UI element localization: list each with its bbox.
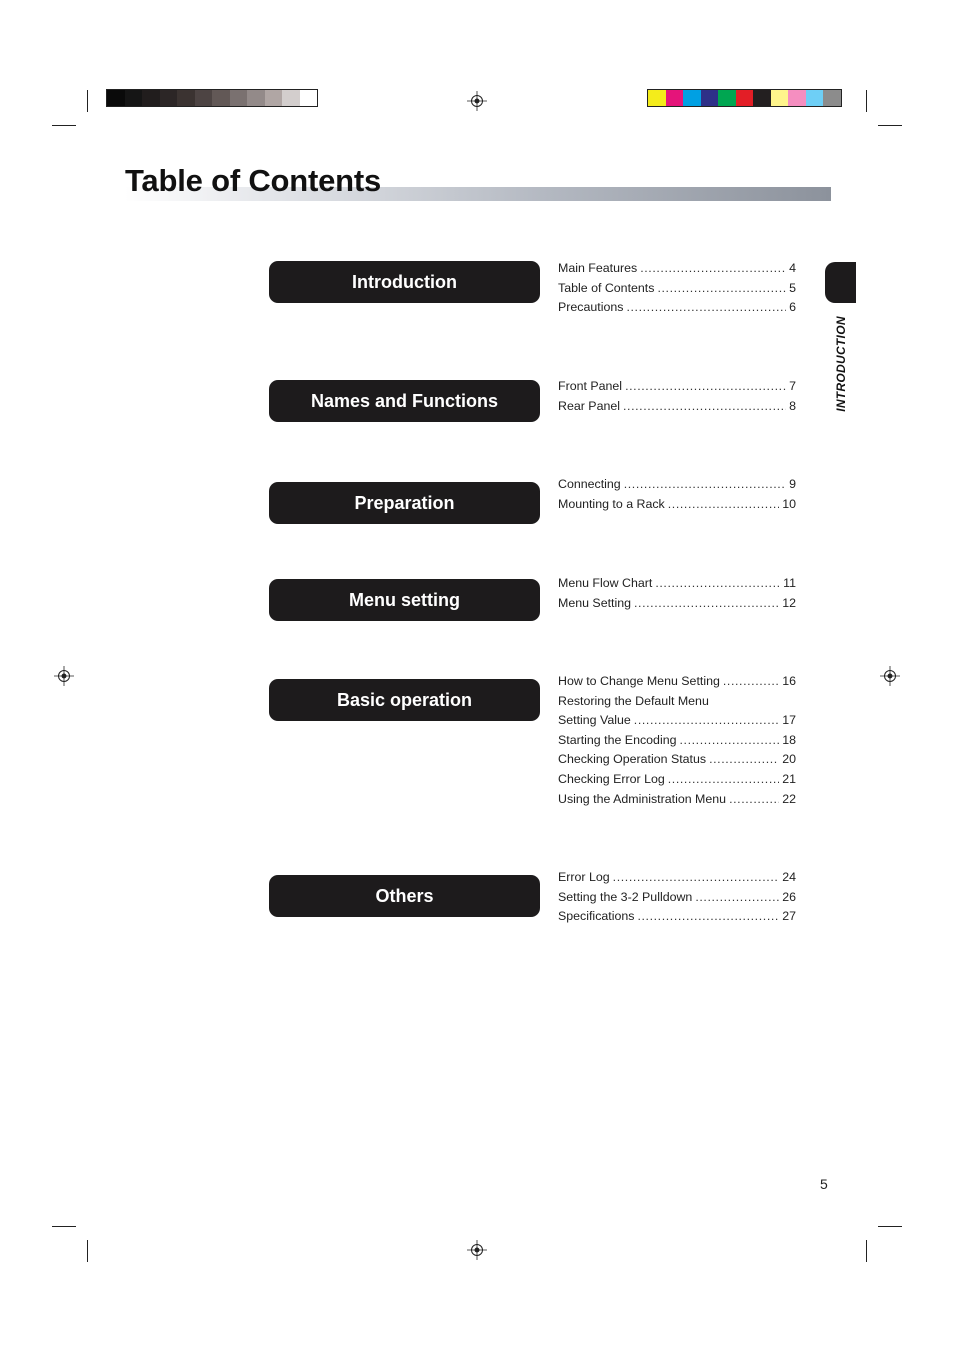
color-swatch (823, 90, 841, 106)
page-ref: 22 (782, 791, 796, 806)
color-swatch (683, 90, 701, 106)
dot-leader (657, 281, 786, 295)
dot-leader (695, 890, 779, 904)
color-swatch (788, 90, 806, 106)
section-heading-basic-operation[interactable]: Basic operation (269, 679, 540, 721)
page-ref: 5 (789, 280, 796, 295)
color-swatch (247, 90, 265, 106)
color-swatch (753, 90, 771, 106)
color-swatch (230, 90, 248, 106)
color-swatch (195, 90, 213, 106)
color-swatch (160, 90, 178, 106)
dot-leader (723, 674, 779, 688)
page-ref: 16 (782, 674, 796, 688)
color-swatch (771, 90, 789, 106)
dot-leader (637, 909, 779, 923)
registration-mark-icon (467, 91, 487, 111)
dot-leader (634, 596, 779, 610)
registration-mark-icon (54, 666, 74, 686)
color-swatch (142, 90, 160, 106)
page-ref: 9 (789, 477, 796, 491)
page-ref: 11 (783, 576, 796, 590)
toc-entry[interactable]: Rear Panel ..... 8 (558, 399, 796, 419)
crop-mark (52, 1226, 76, 1227)
page-title: Table of Contents (125, 163, 382, 198)
section-entries (558, 674, 796, 811)
page-ref: 27 (782, 909, 796, 924)
page-ref: 24 (782, 870, 796, 884)
section-entries (558, 261, 796, 320)
dot-leader (613, 870, 780, 884)
page-ref: 26 (782, 889, 796, 904)
page-ref: 8 (789, 398, 796, 413)
toc-entry[interactable]: Starting the Encoding ..... 18 (558, 733, 796, 753)
toc-entry[interactable]: Using the Administration Menu ..... 22 (558, 792, 796, 812)
dot-leader (640, 261, 786, 275)
color-swatch (718, 90, 736, 106)
section-heading-menu-setting[interactable]: Menu setting (269, 579, 540, 621)
section-heading-others[interactable]: Others (269, 875, 540, 917)
toc-entry[interactable]: Menu Flow Chart ..... 11 (558, 576, 796, 596)
toc-entry[interactable]: Main Features ..... 4 (558, 261, 796, 281)
dot-leader (655, 576, 780, 590)
page-ref: 21 (782, 771, 796, 786)
page-ref: 6 (789, 300, 796, 315)
toc-entry[interactable]: Setting Value ..... 17 (558, 713, 796, 733)
crop-mark (866, 1240, 867, 1262)
section-entries (558, 576, 796, 615)
crop-mark (87, 1240, 88, 1262)
color-swatch (125, 90, 143, 106)
dot-leader (679, 733, 779, 747)
toc-entry[interactable]: Table of Contents ..... 5 (558, 281, 796, 301)
toc-entry[interactable]: How to Change Menu Setting ..... 16 (558, 674, 796, 694)
toc-entry[interactable]: Error Log ..... 24 (558, 870, 796, 890)
chapter-side-label: INTRODUCTION (834, 316, 848, 412)
color-swatch (107, 90, 125, 106)
color-swatch (701, 90, 719, 106)
dot-leader (624, 477, 786, 491)
toc-entry[interactable]: Checking Operation Status ..... 20 (558, 752, 796, 772)
section-entries (558, 477, 796, 516)
registration-mark-icon (467, 1240, 487, 1260)
page-ref: 12 (782, 595, 796, 610)
page-ref: 7 (789, 379, 796, 393)
page-ref: 10 (782, 496, 796, 511)
toc-entry[interactable]: Specifications ..... 27 (558, 909, 796, 929)
section-entries (558, 870, 796, 929)
dot-leader (634, 713, 779, 727)
section-heading-introduction[interactable]: Introduction (269, 261, 540, 303)
color-swatch (806, 90, 824, 106)
toc-entry[interactable]: Menu Setting ..... 12 (558, 596, 796, 616)
color-calibration-bar (647, 89, 842, 107)
dot-leader (625, 379, 786, 393)
dot-leader (668, 772, 779, 786)
chapter-side-tab (825, 262, 856, 303)
crop-mark (878, 1226, 902, 1227)
page-ref: 4 (789, 261, 796, 275)
toc-entry[interactable]: Restoring the Default Menu (558, 693, 709, 708)
crop-mark (878, 125, 902, 126)
color-swatch (265, 90, 283, 106)
toc-entry[interactable]: Front Panel ..... 7 (558, 379, 796, 399)
toc-entry[interactable]: Setting the 3-2 Pulldown ..... 26 (558, 890, 796, 910)
dot-leader (709, 752, 779, 766)
dot-leader (668, 497, 779, 511)
color-swatch (736, 90, 754, 106)
color-swatch (666, 90, 684, 106)
crop-mark (52, 125, 76, 126)
toc-entry[interactable]: Precautions ..... 6 (558, 300, 796, 320)
color-swatch (300, 90, 318, 106)
color-swatch (648, 90, 666, 106)
dot-leader (626, 300, 786, 314)
toc-entry[interactable]: Connecting ..... 9 (558, 477, 796, 497)
color-swatch (177, 90, 195, 106)
page-ref: 20 (782, 752, 796, 767)
registration-mark-icon (880, 666, 900, 686)
toc-entry[interactable]: Mounting to a Rack ..... 10 (558, 497, 796, 517)
page-ref: 18 (782, 732, 796, 747)
crop-mark (87, 90, 88, 112)
color-swatch (212, 90, 230, 106)
crop-mark (866, 90, 867, 112)
section-heading-preparation[interactable]: Preparation (269, 482, 540, 524)
dot-leader (729, 792, 779, 806)
page-number: 5 (820, 1176, 828, 1192)
toc-entry[interactable]: Checking Error Log ..... 21 (558, 772, 796, 792)
section-heading-names-and-functions[interactable]: Names and Functions (269, 380, 540, 422)
section-entries (558, 379, 796, 418)
page-ref: 17 (782, 713, 796, 728)
gray-calibration-bar (106, 89, 318, 107)
dot-leader (623, 399, 786, 413)
color-swatch (282, 90, 300, 106)
